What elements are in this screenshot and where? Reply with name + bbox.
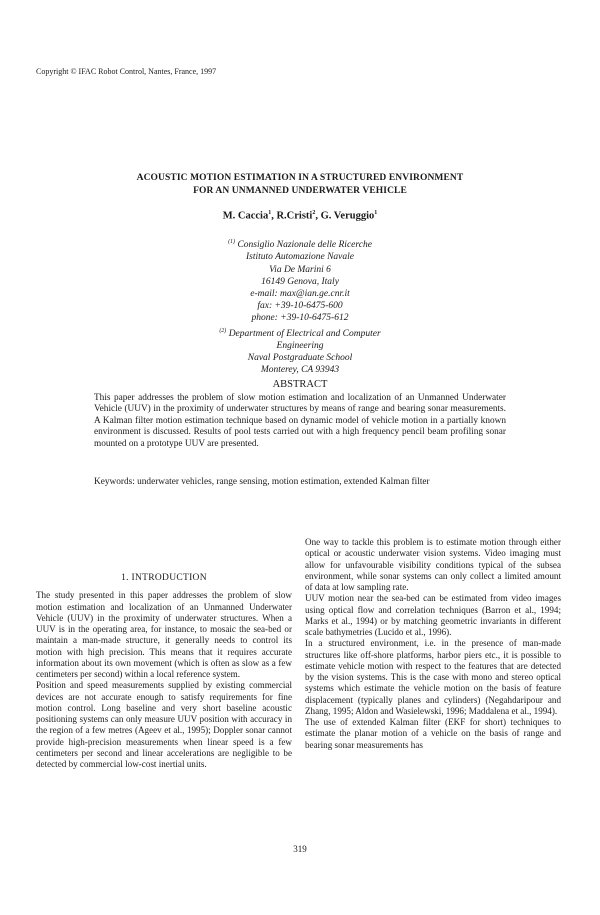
body-paragraph: One way to tackle this problem is to estimate motion through either optical or acoustic underwater vision systems. Video imaging must allow for unfavourable visibility conditions typical of the subsea environment, while sonar systems can only collect a limited amount of data at low sampling rate.	[305, 537, 561, 592]
left-column	[36, 573, 292, 770]
author-name: M. Caccia	[222, 210, 269, 222]
affiliation-line: $^{(2)}$ Department of Electrical and Computer Engineering	[219, 327, 381, 351]
abstract-body	[94, 393, 506, 450]
body-paragraph: The study presented in this paper addresses the problem of slow motion estimation and localization of an Unmanned Underwater Vehicle (UUV) in the proximity of underwater structures. When a UUV is in the operating area, for instance, to mosaic the sea-bed or maintain a man-made structure, it generally needs to control its motion with high precision. This means that it requires accurate information about its own movement (which is often as slow as a few centimeters per second) within a local reference system.	[36, 590, 292, 679]
affiliation-line: Naval Postgraduate School	[247, 353, 353, 364]
affiliation-marker: (2)	[219, 327, 227, 334]
section-heading-introduction: 1. INTRODUCTION	[121, 573, 207, 583]
body-paragraph: In a structured environment, i.e. in the presence of man-made structures like off-shore platforms, harbor piers etc., it is possible to estimate vehicle motion with respect to the features that are detected by the vision systems. This is the case with mono and stereo optical systems which estimate the vehicle motion on the basis of feature displacement (typically planes and cylinders) (Negahdaripour and Zhang, 1995; Aldon and Wasielewski, 1996; Maddalena et al., 1994).	[305, 638, 561, 716]
affiliation-line: 16149 Genova, Italy	[261, 276, 339, 287]
title-line-2: FOR AN UNMANNED UNDERWATER VEHICLE	[193, 186, 407, 196]
affiliations	[200, 236, 400, 377]
keywords: Keywords: underwater vehicles, range sensing, motion estimation, extended Kalman filter	[94, 477, 430, 487]
affiliation-line: Via De Marini 6	[269, 264, 331, 275]
affiliation-line: $^{(1)}$ Consiglio Nazionale delle Ricerche	[228, 239, 372, 251]
affiliation-line: Monterey, CA 93943	[260, 365, 340, 376]
author-affiliation-mark: 2	[312, 210, 316, 216]
author-list: M. Caccia$^1$, R.Cristi$^2$, G. Veruggio$^1$	[222, 210, 378, 222]
right-column	[305, 537, 561, 751]
abstract-text: This paper addresses the problem of slow motion estimation and localization of an Unmanned Underwater Vehicle (UUV) in the proximity of underwater structures by means of range and bearing sonar measurements. A Kalman filter motion estimation technique based on dynamic model of vehicle motion in a partially known environment is discussed. Results of pool tests carried out with a high frequency pencil beam profiling sonar mounted on a prototype UUV are presented.	[94, 393, 506, 449]
author-affiliation-mark: 1	[268, 210, 272, 216]
author-affiliation-mark: 1	[374, 210, 378, 216]
author-name: G. Veruggio	[320, 210, 375, 222]
abstract-heading: ABSTRACT	[272, 379, 328, 390]
affiliation-fax: fax: +39-10-6475-600	[257, 301, 343, 312]
affiliation-line: Istituto Automazione Navale	[245, 252, 354, 263]
body-paragraph: Position and speed measurements supplied by existing commercial devices are not accurate enough to satisfy requirements for fine motion control. Long baseline and very short baseline acoustic positioning systems can only measure UUV position with accuracy in the region of a few metres (Ageev et al., 1995); Doppler sonar cannot provide high-precision measurements when linear speed is a few centimeters per second and linear accelerations are negligible to be detected by commercial low-cost inertial units.	[36, 680, 292, 769]
affiliation-marker: (1)	[228, 239, 236, 245]
body-paragraph: UUV motion near the sea-bed can be estimated from video images using optical flow and correlation techniques (Barron et al., 1994; Marks et al., 1994) or by matching geometric invariants in different scale bathymetries (Lucido et al., 1996).	[305, 593, 561, 637]
page-number: 319	[293, 844, 307, 854]
affiliation-phone: phone: +39-10-6475-612	[251, 313, 349, 324]
body-paragraph: The use of extended Kalman filter (EKF for short) techniques to estimate the planar motion of a vehicle on the basis of range and bearing sonar measurements has	[305, 717, 561, 750]
copyright-notice: Copyright © IFAC Robot Control, Nantes, France, 1997	[36, 67, 217, 76]
paper-title	[0, 172, 600, 198]
title-line-1: ACOUSTIC MOTION ESTIMATION IN A STRUCTURED ENVIRONMENT	[136, 173, 464, 183]
affiliation-email: e-mail: max@ian.ge.cnr.it	[250, 288, 350, 299]
author-name: R.Cristi	[276, 210, 313, 222]
